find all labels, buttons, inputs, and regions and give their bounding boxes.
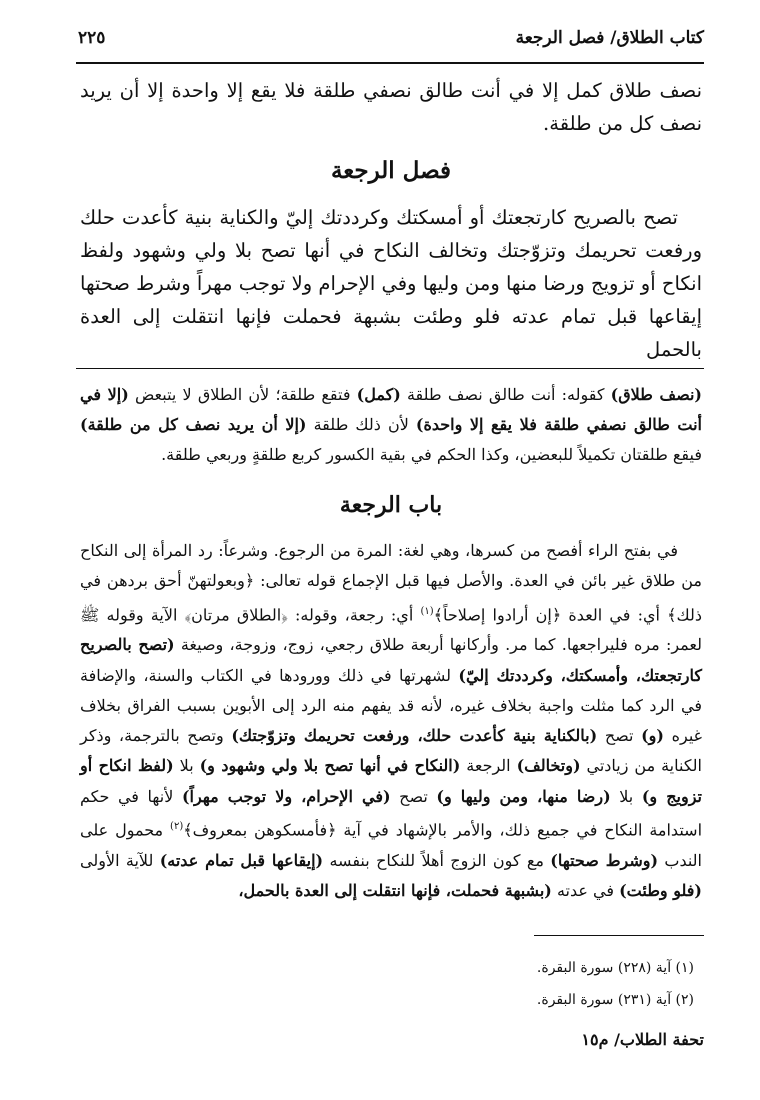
sharh-paragraph-1 bbox=[80, 380, 702, 470]
footnote-ref: (٢) bbox=[170, 821, 184, 832]
sharh-text: لأن ذلك طلقة bbox=[306, 415, 416, 434]
sharh-text: أي: رجعة، وقوله: ﴿الطلاق مرتان﴾ الآية وقوله ﷺ لعمر: مره فليراجعها. كما مر. وأركانها أربعة طلاق رجعي، زوج، وزوجة، وصيغة bbox=[80, 604, 703, 655]
chapter-heading: باب الرجعة bbox=[339, 492, 443, 518]
matn-quote: (إلا أن يريد نصف كل من طلقة) bbox=[80, 415, 307, 434]
matn-quote: (بالكناية بنية كأعدت حلك، ورفعت تحريمك وتزوّجتك) bbox=[231, 726, 598, 746]
sharh-paragraph-2 bbox=[80, 536, 702, 906]
header-rule bbox=[76, 62, 704, 64]
sharh-text: مع كون الزوج أهلاً للنكاح بنفسه bbox=[323, 850, 551, 870]
sharh-text: للآية الأولى bbox=[80, 850, 160, 870]
sharh-text: في عدته bbox=[551, 880, 620, 900]
footnote-ref: (١) bbox=[420, 605, 434, 617]
footnotes bbox=[537, 952, 694, 1016]
matn-body: تصح بالصريح كارتجعتك أو أمسكتك وكرددتك إليّ والكناية بنية كأعدت حلك ورفعت تحريمك وتزوّجتك وتخالف النكاح في أنها تصح بلا ولي وشهود ولفظ انكاح أو تزويج ورضا منها ومن وليها وفي الإحرام ولا توجب مهراً وشرط صحتها إيقاعها قبل تمام عدته فلو وطئت بشبهة فحملت فإنها انتقلت إلى العدة بالحمل bbox=[80, 206, 702, 361]
matn-quote: (كمل) bbox=[356, 385, 401, 404]
matn-quote: (رضا منها، ومن وليها و) bbox=[436, 786, 611, 806]
running-header bbox=[78, 26, 704, 56]
sharh-text: محمول على الندب bbox=[80, 820, 703, 870]
matn-quote: (تصح بالصريح كارتجعتك، وأمسكتك، وكرددتك إليّ) bbox=[80, 635, 702, 685]
sharh-block-2 bbox=[80, 536, 702, 906]
sharh-text: كقوله: أنت طالق نصف طلقة bbox=[400, 385, 611, 404]
sharh-text: بلا bbox=[610, 786, 642, 806]
matn-quote: (في الإحرام، ولا توجب مهراً) bbox=[181, 786, 391, 806]
matn-quote: (بشبهة فحملت، فإنها انتقلت إلى العدة بالحمل، bbox=[238, 880, 552, 900]
signature-mark: تحفة الطلاب/ م١٥ bbox=[581, 1030, 704, 1049]
sharh-text: لأنها في حكم استدامة النكاح في جميع ذلك، والأمر بالإشهاد في آية ﴿فأمسكوهن بمعروف﴾ bbox=[80, 786, 703, 840]
matn-quote: (فلو وطئت) bbox=[619, 880, 702, 900]
matn-quote: (إيقاعها قبل تمام عدته) bbox=[159, 850, 324, 870]
matn-quote: (لفظ انكاح أو تزويج و) bbox=[80, 756, 702, 806]
section-heading: فصل الرجعة bbox=[330, 157, 452, 184]
footnote-item: (٢) آية (٢٣١) سورة البقرة. bbox=[536, 992, 694, 1008]
sharh-text: تصح bbox=[597, 726, 642, 746]
matn-quote: (وتخالف) bbox=[516, 756, 581, 776]
sharh-block-1 bbox=[80, 380, 702, 470]
sharh-text: لشهرتها في ذلك وورودها في الكتاب والسنة، والإضافة في الرد كما مثلت واجبة بخلاف غيره، لأنه قد يفهم منه الرد إلى الأبوين بسبب الفراق بخلاف غيره bbox=[80, 665, 703, 746]
matn-quote: (و) bbox=[641, 726, 664, 746]
matn-quote: (إلا في أنت طالق نصفي طلقة فلا يقع إلا واحدة) bbox=[80, 385, 703, 434]
matn-quote: (نصف طلاق) bbox=[610, 385, 703, 404]
footnote-item: (١) آية (٢٢٨) سورة البقرة. bbox=[536, 960, 694, 976]
sharh-text: الرجعة bbox=[460, 756, 517, 776]
page-number: ٢٢٥ bbox=[78, 28, 106, 48]
running-title: كتاب الطلاق/ فصل الرجعة bbox=[515, 28, 704, 48]
sharh-text: تصح bbox=[390, 786, 437, 806]
matn-sharh-divider bbox=[76, 368, 704, 369]
matn-quote: (وشرط صحتها) bbox=[550, 850, 659, 870]
sharh-text: في بفتح الراء أفصح من كسرها، وهي لغة: المرة من الرجوع. وشرعاً: رد المرأة إلى النكاح من طلاق غير بائن في العدة. والأصل فيها قبل الإجماع قوله تعالى: ﴿وبعولتهنّ أحق بردهن في ذلك﴾ أي: في العدة ﴿إن أرادوا إصلاحاً﴾ bbox=[80, 541, 702, 624]
sharh-text: وتصح بالترجمة، وذكر الكناية من زيادتي bbox=[80, 726, 702, 776]
footnote-rule bbox=[534, 935, 704, 936]
matn-section bbox=[80, 74, 702, 366]
matn-intro: نصف طلاق كمل إلا في أنت طالق نصفي طلقة فلا يقع إلا واحدة إلا أن يريد نصف كل من طلقة. bbox=[80, 79, 702, 135]
sharh-text: فيقع طلقتان تكميلاً للبعضين، وكذا الحكم في بقية الكسور كربع طلقةٍ وربعي طلقة. bbox=[161, 445, 702, 464]
sharh-text: بلا bbox=[173, 756, 200, 776]
matn-quote: (النكاح في أنها تصح بلا ولي وشهود و) bbox=[199, 756, 461, 776]
sharh-text: فتقع طلقة؛ لأن الطلاق لا يتبعض bbox=[128, 385, 357, 404]
